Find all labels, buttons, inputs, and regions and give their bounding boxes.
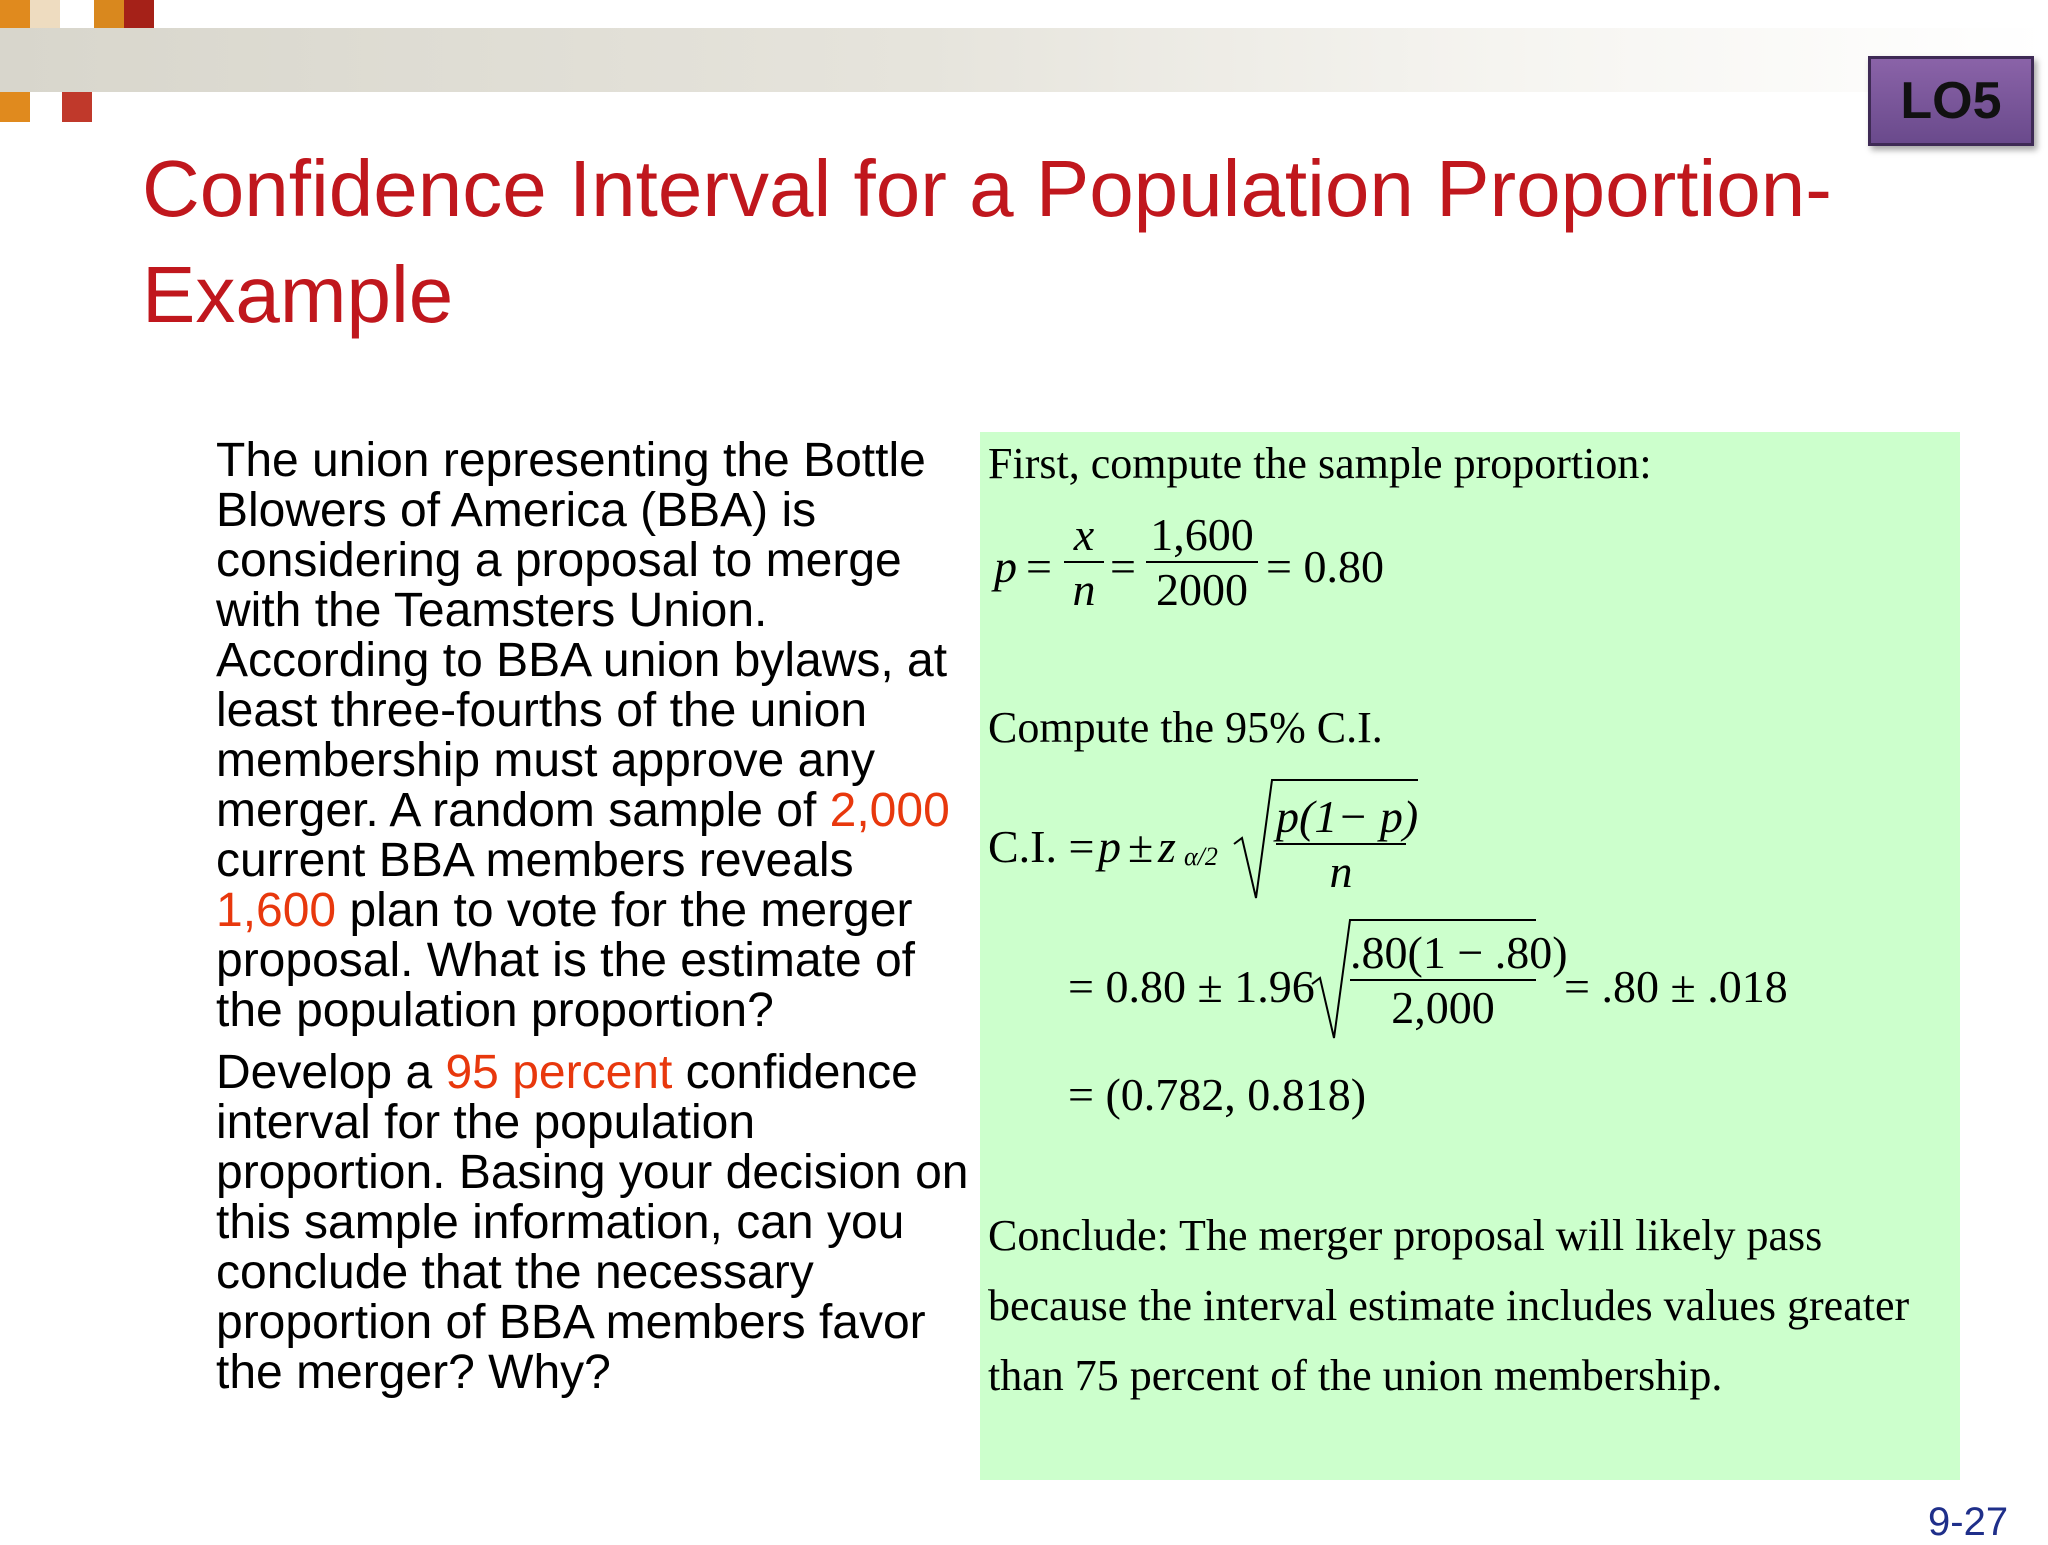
fraction-x-over-n — [1064, 508, 1104, 616]
solution-box — [980, 432, 1960, 1480]
fraction-numerator: x — [1073, 509, 1095, 560]
problem-text: current BBA members reveals — [216, 834, 854, 887]
z-subscript: α/2 — [1184, 842, 1218, 871]
corner-square-red-3 — [62, 92, 92, 122]
fraction-denominator: n — [1072, 564, 1096, 615]
problem-text: confidence interval for the population proportion. Basing your decision on this sample information, can you conclude that the necessary proportion of BBA members favor the merger? Why? — [216, 1046, 969, 1399]
corner-square-light — [30, 0, 60, 30]
highlight-favor-count: 1,600 — [216, 884, 337, 937]
corner-square-orange-2 — [94, 0, 124, 28]
problem-text: Develop a — [216, 1046, 446, 1099]
conclusion-line-3: than 75 percent of the union membership. — [988, 1351, 1723, 1400]
fraction-numerator: p(1− p) — [1276, 791, 1419, 842]
slide-title: Confidence Interval for a Population Proportion- Example — [142, 144, 1832, 339]
z-symbol: z — [1158, 821, 1176, 872]
fraction-denominator: 2,000 — [1391, 982, 1495, 1033]
learning-objective-badge: LO5 — [1868, 56, 2034, 146]
equals-sign: = — [1026, 541, 1052, 592]
conclusion-line-2: because the interval estimate includes values greater — [988, 1281, 1910, 1330]
problem-text: The union representing the Bottle Blowers of America (BBA) is considering a proposal to merge with the Teamsters Union. According to BBA union bylaws, at least three-fourths of the union membership must approve any merger. A random sample of — [216, 434, 948, 837]
ci-p-symbol: p — [1098, 821, 1121, 872]
sample-proportion-result: = 0.80 — [1266, 541, 1384, 592]
calculation-lhs: = 0.80 ± 1.96 — [1068, 961, 1315, 1012]
problem-paragraph-1 — [216, 436, 976, 1036]
header-band — [0, 28, 2048, 92]
interval-result: = (0.782, 0.818) — [1068, 1069, 1367, 1120]
step1-text: First, compute the sample proportion: — [988, 439, 1652, 488]
calculation-result: = .80 ± .018 — [1564, 961, 1788, 1012]
fraction-1600-over-2000 — [1146, 508, 1258, 616]
page-number: 9-27 — [1928, 1500, 2009, 1544]
fraction-numerator: 1,600 — [1150, 509, 1254, 560]
fraction-numerator: .80(1 − .80) — [1350, 927, 1568, 978]
equals-sign: = — [1110, 541, 1136, 592]
problem-paragraph-2 — [216, 1048, 976, 1398]
ci-label: C.I. = — [988, 821, 1095, 872]
highlight-confidence-level: 95 percent — [445, 1046, 673, 1099]
conclusion-line-1: Conclude: The merger proposal will likely pass — [988, 1211, 1823, 1260]
fraction-denominator: n — [1329, 846, 1353, 897]
fraction-calc — [1350, 926, 1568, 1034]
highlight-sample-size: 2,000 — [829, 784, 950, 837]
problem-statement — [216, 436, 976, 1410]
plus-minus: ± — [1128, 821, 1154, 872]
problem-text: plan to vote for the merger proposal. What is the estimate of the population proportion? — [216, 884, 915, 1037]
fraction-p1mp-over-n — [1276, 790, 1419, 898]
step2-text: Compute the 95% C.I. — [988, 703, 1383, 752]
fraction-denominator: 2000 — [1156, 564, 1248, 615]
p-symbol: p — [994, 541, 1017, 592]
